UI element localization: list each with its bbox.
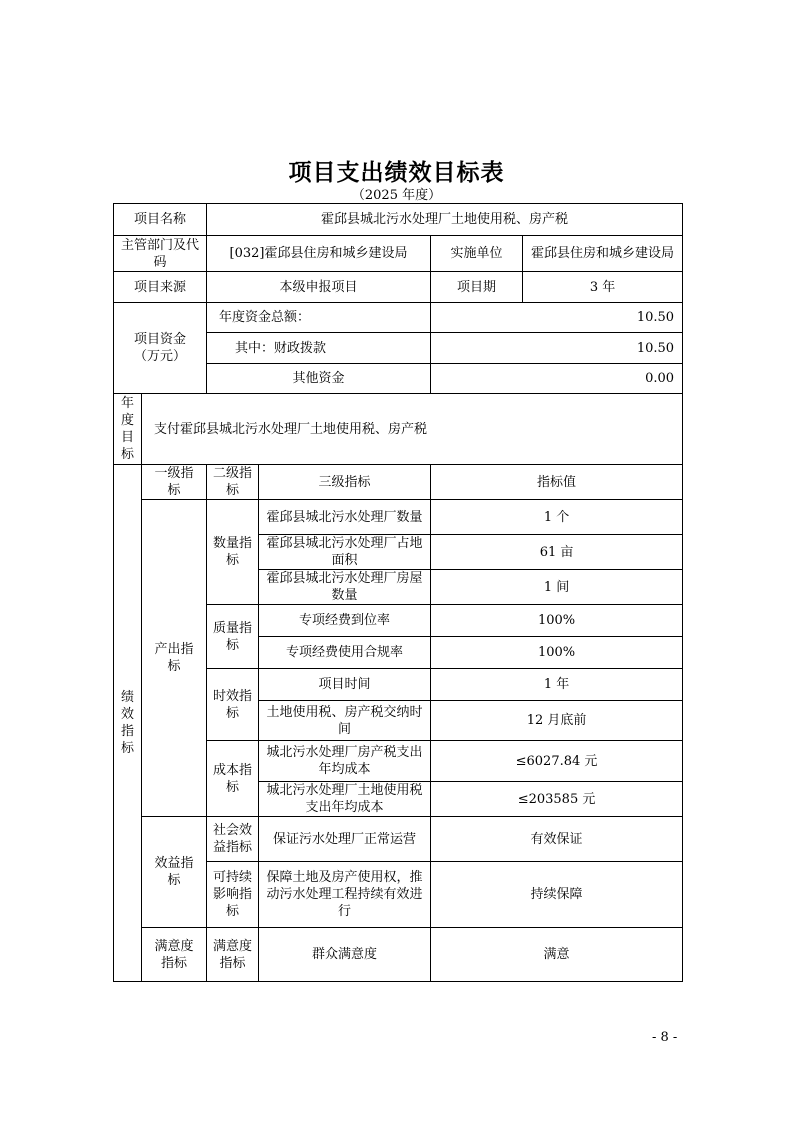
social-label: 社会效益指标 (207, 817, 259, 862)
header-level3: 三级指标 (259, 465, 431, 500)
sustain-label: 可持续影响指标 (207, 862, 259, 928)
satisfaction-0-name: 群众满意度 (259, 928, 431, 982)
project-name-value: 霍邱县城北污水处理厂土地使用税、房产税 (207, 204, 683, 236)
table-row (114, 817, 683, 862)
row-dept (114, 236, 683, 272)
page-number: - 8 - (652, 1030, 678, 1045)
timeliness-label: 时效指标 (207, 669, 259, 741)
quality-1-name: 专项经费使用合规率 (259, 637, 431, 669)
cost-1-value: ≤203585 元 (431, 782, 683, 817)
annual-goal-label: 年度目标 (114, 394, 142, 465)
sustain-0-name: 保障土地及房产使用权，推动污水处理工程持续有效进行 (259, 862, 431, 928)
row-fund-total (114, 303, 683, 333)
cost-1-name: 城北污水处理厂土地使用税支出年均成本 (259, 782, 431, 817)
annual-goal-value: 支付霍邱县城北污水处理厂土地使用税、房产税 (142, 394, 683, 465)
quality-1-value: 100% (431, 637, 683, 669)
header-level2: 二级指标 (207, 465, 259, 500)
page-subtitle: （2025 年度） (351, 188, 442, 203)
timeliness-0-value: 1 年 (431, 669, 683, 701)
satisfaction-0-value: 满意 (431, 928, 683, 982)
fund-fiscal-label: 其中：财政拨款 (207, 333, 431, 364)
quality-0-name: 专项经费到位率 (259, 605, 431, 637)
cost-label: 成本指标 (207, 741, 259, 817)
project-name-label: 项目名称 (114, 204, 207, 236)
performance-target-table (113, 203, 683, 982)
quantity-2-name: 霍邱县城北污水处理厂房屋数量 (259, 570, 431, 605)
quantity-label: 数量指标 (207, 500, 259, 605)
row-source (114, 272, 683, 303)
cost-0-value: ≤6027.84 元 (431, 741, 683, 782)
fund-total-label: 年度资金总额： (207, 303, 431, 333)
dept-value: [032]霍邱县住房和城乡建设局 (207, 236, 431, 272)
period-label: 项目期 (431, 272, 523, 303)
fund-fiscal-value: 10.50 (431, 333, 683, 364)
source-label: 项目来源 (114, 272, 207, 303)
row-indicator-headers (114, 465, 683, 500)
page-title: 项目支出绩效目标表 (288, 160, 505, 186)
quantity-0-value: 1 个 (431, 500, 683, 535)
satisfaction-sub-label: 满意度指标 (207, 928, 259, 982)
quantity-2-value: 1 间 (431, 570, 683, 605)
table-row (114, 500, 683, 535)
table-row (114, 928, 683, 982)
fund-total-value: 10.50 (431, 303, 683, 333)
benefit-label: 效益指标 (142, 817, 207, 928)
quantity-0-name: 霍邱县城北污水处理厂数量 (259, 500, 431, 535)
header-value: 指标值 (431, 465, 683, 500)
fund-label: 项目资金（万元） (114, 303, 207, 394)
impl-label: 实施单位 (431, 236, 523, 272)
output-label: 产出指标 (142, 500, 207, 817)
quantity-1-value: 61 亩 (431, 535, 683, 570)
timeliness-0-name: 项目时间 (259, 669, 431, 701)
indicators-section-label: 绩效指标 (114, 465, 142, 982)
quality-label: 质量指标 (207, 605, 259, 669)
sustain-0-value: 持续保障 (431, 862, 683, 928)
header-level1: 一级指标 (142, 465, 207, 500)
row-annual-goal (114, 394, 683, 465)
social-0-value: 有效保证 (431, 817, 683, 862)
fund-other-label: 其他资金 (207, 364, 431, 394)
social-0-name: 保证污水处理厂正常运营 (259, 817, 431, 862)
impl-value: 霍邱县住房和城乡建设局 (523, 236, 683, 272)
satisfaction-label: 满意度指标 (142, 928, 207, 982)
quantity-1-name: 霍邱县城北污水处理厂占地面积 (259, 535, 431, 570)
dept-label: 主管部门及代码 (114, 236, 207, 272)
timeliness-1-name: 土地使用税、房产税交纳时间 (259, 701, 431, 741)
timeliness-1-value: 12 月底前 (431, 701, 683, 741)
fund-other-value: 0.00 (431, 364, 683, 394)
source-value: 本级申报项目 (207, 272, 431, 303)
quality-0-value: 100% (431, 605, 683, 637)
cost-0-name: 城北污水处理厂房产税支出年均成本 (259, 741, 431, 782)
row-project-name (114, 204, 683, 236)
period-value: 3 年 (523, 272, 683, 303)
